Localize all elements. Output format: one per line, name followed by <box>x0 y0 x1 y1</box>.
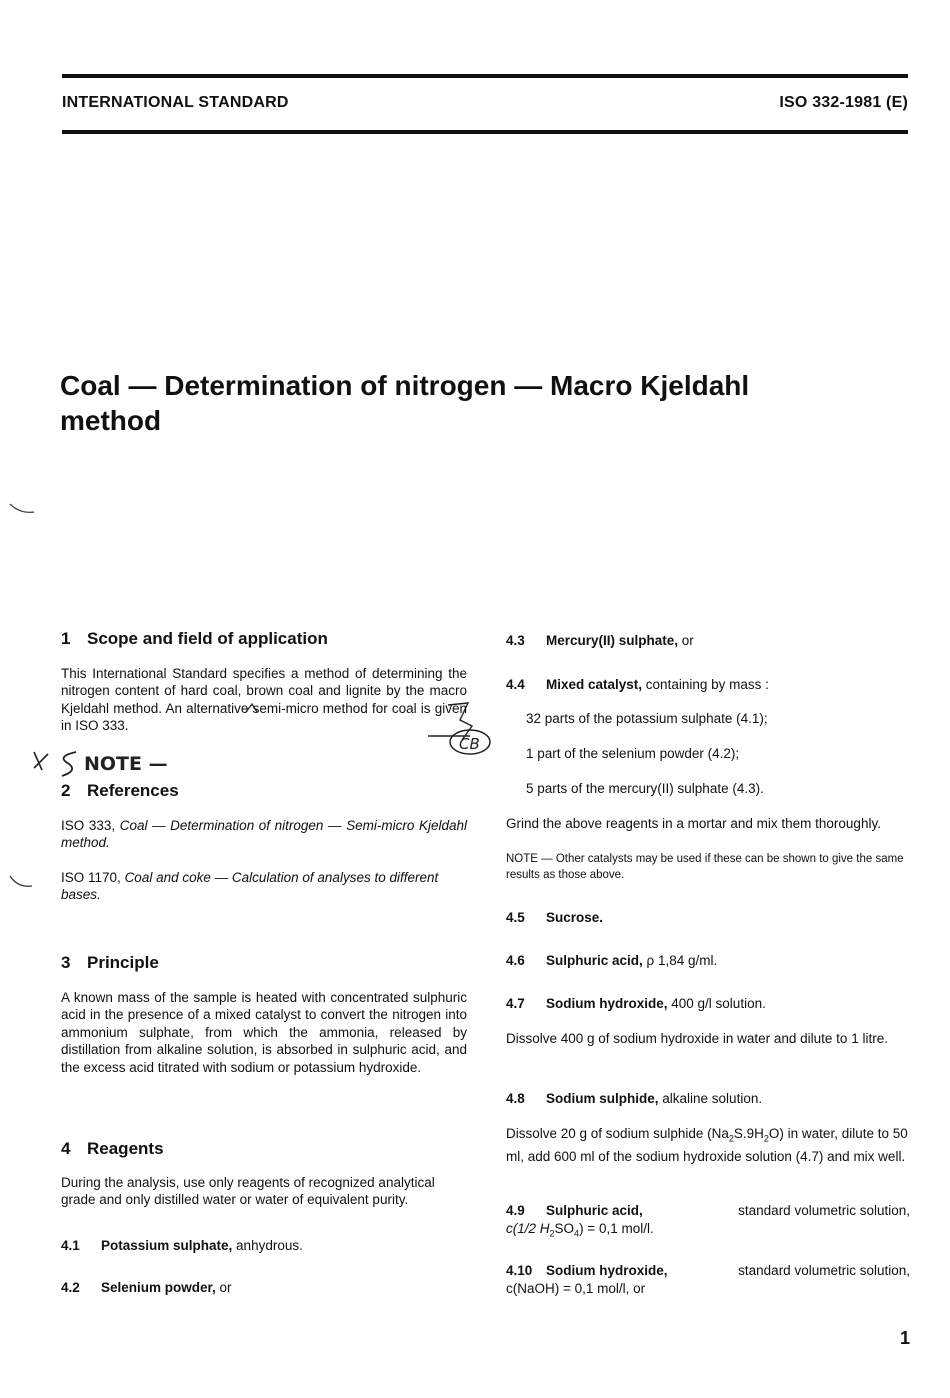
item-description: alkaline solution. <box>658 1091 763 1106</box>
handwritten-s-bracket <box>62 752 76 776</box>
section-2-heading <box>61 782 467 800</box>
item-name: Sulphuric acid, <box>546 1203 643 1218</box>
catalyst-part-3: 5 parts of the mercury(II) sulphate (4.3). <box>526 781 764 796</box>
header-document-number: ISO 332-1981 (E) <box>779 94 908 111</box>
item-number: 4.1 <box>61 1238 80 1253</box>
item-number: 4.5 <box>506 910 525 925</box>
item-number: 4.7 <box>506 996 525 1011</box>
sodium-sulphide-text: Dissolve 20 g of sodium sulphide $(Na_2S.9H_2O)$ in water, dilute to 50 ml, add 600 ml of the sodium hydroxide solution (4.7) and mix well. <box>506 1126 908 1165</box>
item-4-2 <box>61 1279 467 1297</box>
item-number: 4.4 <box>506 677 525 692</box>
item-4-1 <box>61 1237 467 1255</box>
item-4-10-heading <box>506 1262 910 1280</box>
item-description: 400 g/l solution. <box>667 996 766 1011</box>
section-title: Reagents <box>87 1139 164 1158</box>
scope-alternative-text: An alternative semi-micro method for coal is given in ISO 333. <box>61 700 468 733</box>
item-name: Sodium sulphide, <box>546 1091 659 1106</box>
section-1 <box>61 630 467 735</box>
item-name: Sucrose. <box>546 910 604 925</box>
item-4-8 <box>506 1090 912 1108</box>
item-4-5 <box>506 909 912 927</box>
reference-title: Coal and coke — Calculation of analyses to different bases. <box>61 869 439 902</box>
section-1-heading <box>61 630 467 648</box>
principle-text: A known mass of the sample is heated with concentrated sulphuric acid in the presence of a mixed catalyst to convert the nitrogen into ammonium sulphate, from which the ammonia, released by distillation from alkaline solution, is absorbed in sulphuric acid, and the excess acid titrated with sodium or potassium hydroxide. <box>61 989 467 1075</box>
section-3 <box>61 954 467 1076</box>
item-name: Mercury(II) sulphate, <box>546 633 679 648</box>
item-number: 4.3 <box>506 633 525 648</box>
item-4-10 <box>506 1262 910 1297</box>
handwritten-note-text: NOTE — <box>84 753 168 775</box>
item-number: 4.6 <box>506 953 525 968</box>
item-description: containing by mass : <box>642 677 769 692</box>
section-number: 2 <box>61 781 71 800</box>
item-description: standard volumetric solution, <box>738 1203 910 1218</box>
sodium-hydroxide-text: Dissolve 400 g of sodium hydroxide in water and dilute to 1 litre. <box>506 1031 888 1046</box>
item-number: 4.10 <box>506 1263 533 1278</box>
item-number: 4.9 <box>506 1203 525 1218</box>
item-name: Sodium hydroxide, <box>546 1263 668 1278</box>
reagents-intro-text: During the analysis, use only reagents of recognized analytical grade and only distilled water or water of equivalent purity. <box>61 1174 435 1207</box>
item-name: Selenium powder, <box>101 1280 216 1295</box>
section-number: 3 <box>61 953 71 972</box>
reference-iso-333 <box>61 817 467 852</box>
section-title: Scope and field of application <box>87 629 328 648</box>
section-title: Principle <box>87 953 159 972</box>
item-4-6 <box>506 952 912 970</box>
header-standard-type: INTERNATIONAL STANDARD <box>62 94 289 111</box>
page-number: 1 <box>899 1328 910 1348</box>
item-name: Sodium hydroxide, <box>546 996 668 1011</box>
title-line-2: method <box>60 405 162 436</box>
item-description: ρ 1,84 g/ml. <box>642 953 718 968</box>
section-3-heading <box>61 954 467 972</box>
item-name: Potassium sulphate, <box>101 1238 233 1253</box>
reference-iso-1170 <box>61 869 467 904</box>
item-4-7 <box>506 995 912 1013</box>
handwritten-initials: CB <box>459 735 480 753</box>
item-number: 4.2 <box>61 1280 80 1295</box>
section-2 <box>61 782 467 904</box>
margin-tick-mark-2 <box>10 876 32 886</box>
catalyst-part-1: 32 parts of the potassium sulphate (4.1); <box>526 711 768 726</box>
catalyst-note: NOTE — Other catalysts may be used if these can be shown to give the same results as those above. <box>506 853 904 881</box>
section-1-text <box>61 665 467 735</box>
item-4-9 <box>506 1202 910 1243</box>
item-4-9-formula: c(1/2 $H_2SO_4) = 0,1$ mol/l. <box>506 1220 654 1239</box>
catalyst-part-2: 1 part of the selenium powder (4.2); <box>526 746 740 761</box>
item-description: anhydrous. <box>232 1238 303 1253</box>
section-title: References <box>87 781 179 800</box>
reference-title: Coal — Determination of nitrogen — Semi-micro Kjeldahl method. <box>61 817 467 850</box>
section-number: 4 <box>61 1139 71 1158</box>
section-number: 1 <box>61 629 71 648</box>
reference-code: ISO 333, <box>61 817 116 833</box>
section-4 <box>61 1140 467 1209</box>
item-name: Mixed catalyst, <box>546 677 643 692</box>
item-4-4 <box>506 676 912 694</box>
section-4-heading <box>61 1140 467 1158</box>
reference-code: ISO 1170, <box>61 869 121 885</box>
catalyst-grind-text: Grind the above reagents in a mortar and mix them thoroughly. <box>506 816 881 831</box>
item-4-10-formula: c(NaOH) = 0,1 mol/l, or <box>506 1280 646 1296</box>
item-4-3 <box>506 632 912 650</box>
item-description: or <box>215 1280 232 1295</box>
margin-tick-mark <box>10 504 34 512</box>
handwritten-insert-mark <box>34 752 48 770</box>
item-name: Sulphuric acid, <box>546 953 643 968</box>
title-line-1: Coal — Determination of nitrogen — Macro Kjeldahl <box>60 370 750 401</box>
item-description: standard volumetric solution, <box>738 1263 910 1278</box>
item-4-9-heading <box>506 1202 910 1220</box>
item-number: 4.8 <box>506 1091 525 1106</box>
scope-text: This International Standard specifies a method of determining the nitrogen content of hard coal, brown coal and lignite by the macro Kjeldahl method. <box>61 665 467 716</box>
item-description: or <box>678 633 694 648</box>
